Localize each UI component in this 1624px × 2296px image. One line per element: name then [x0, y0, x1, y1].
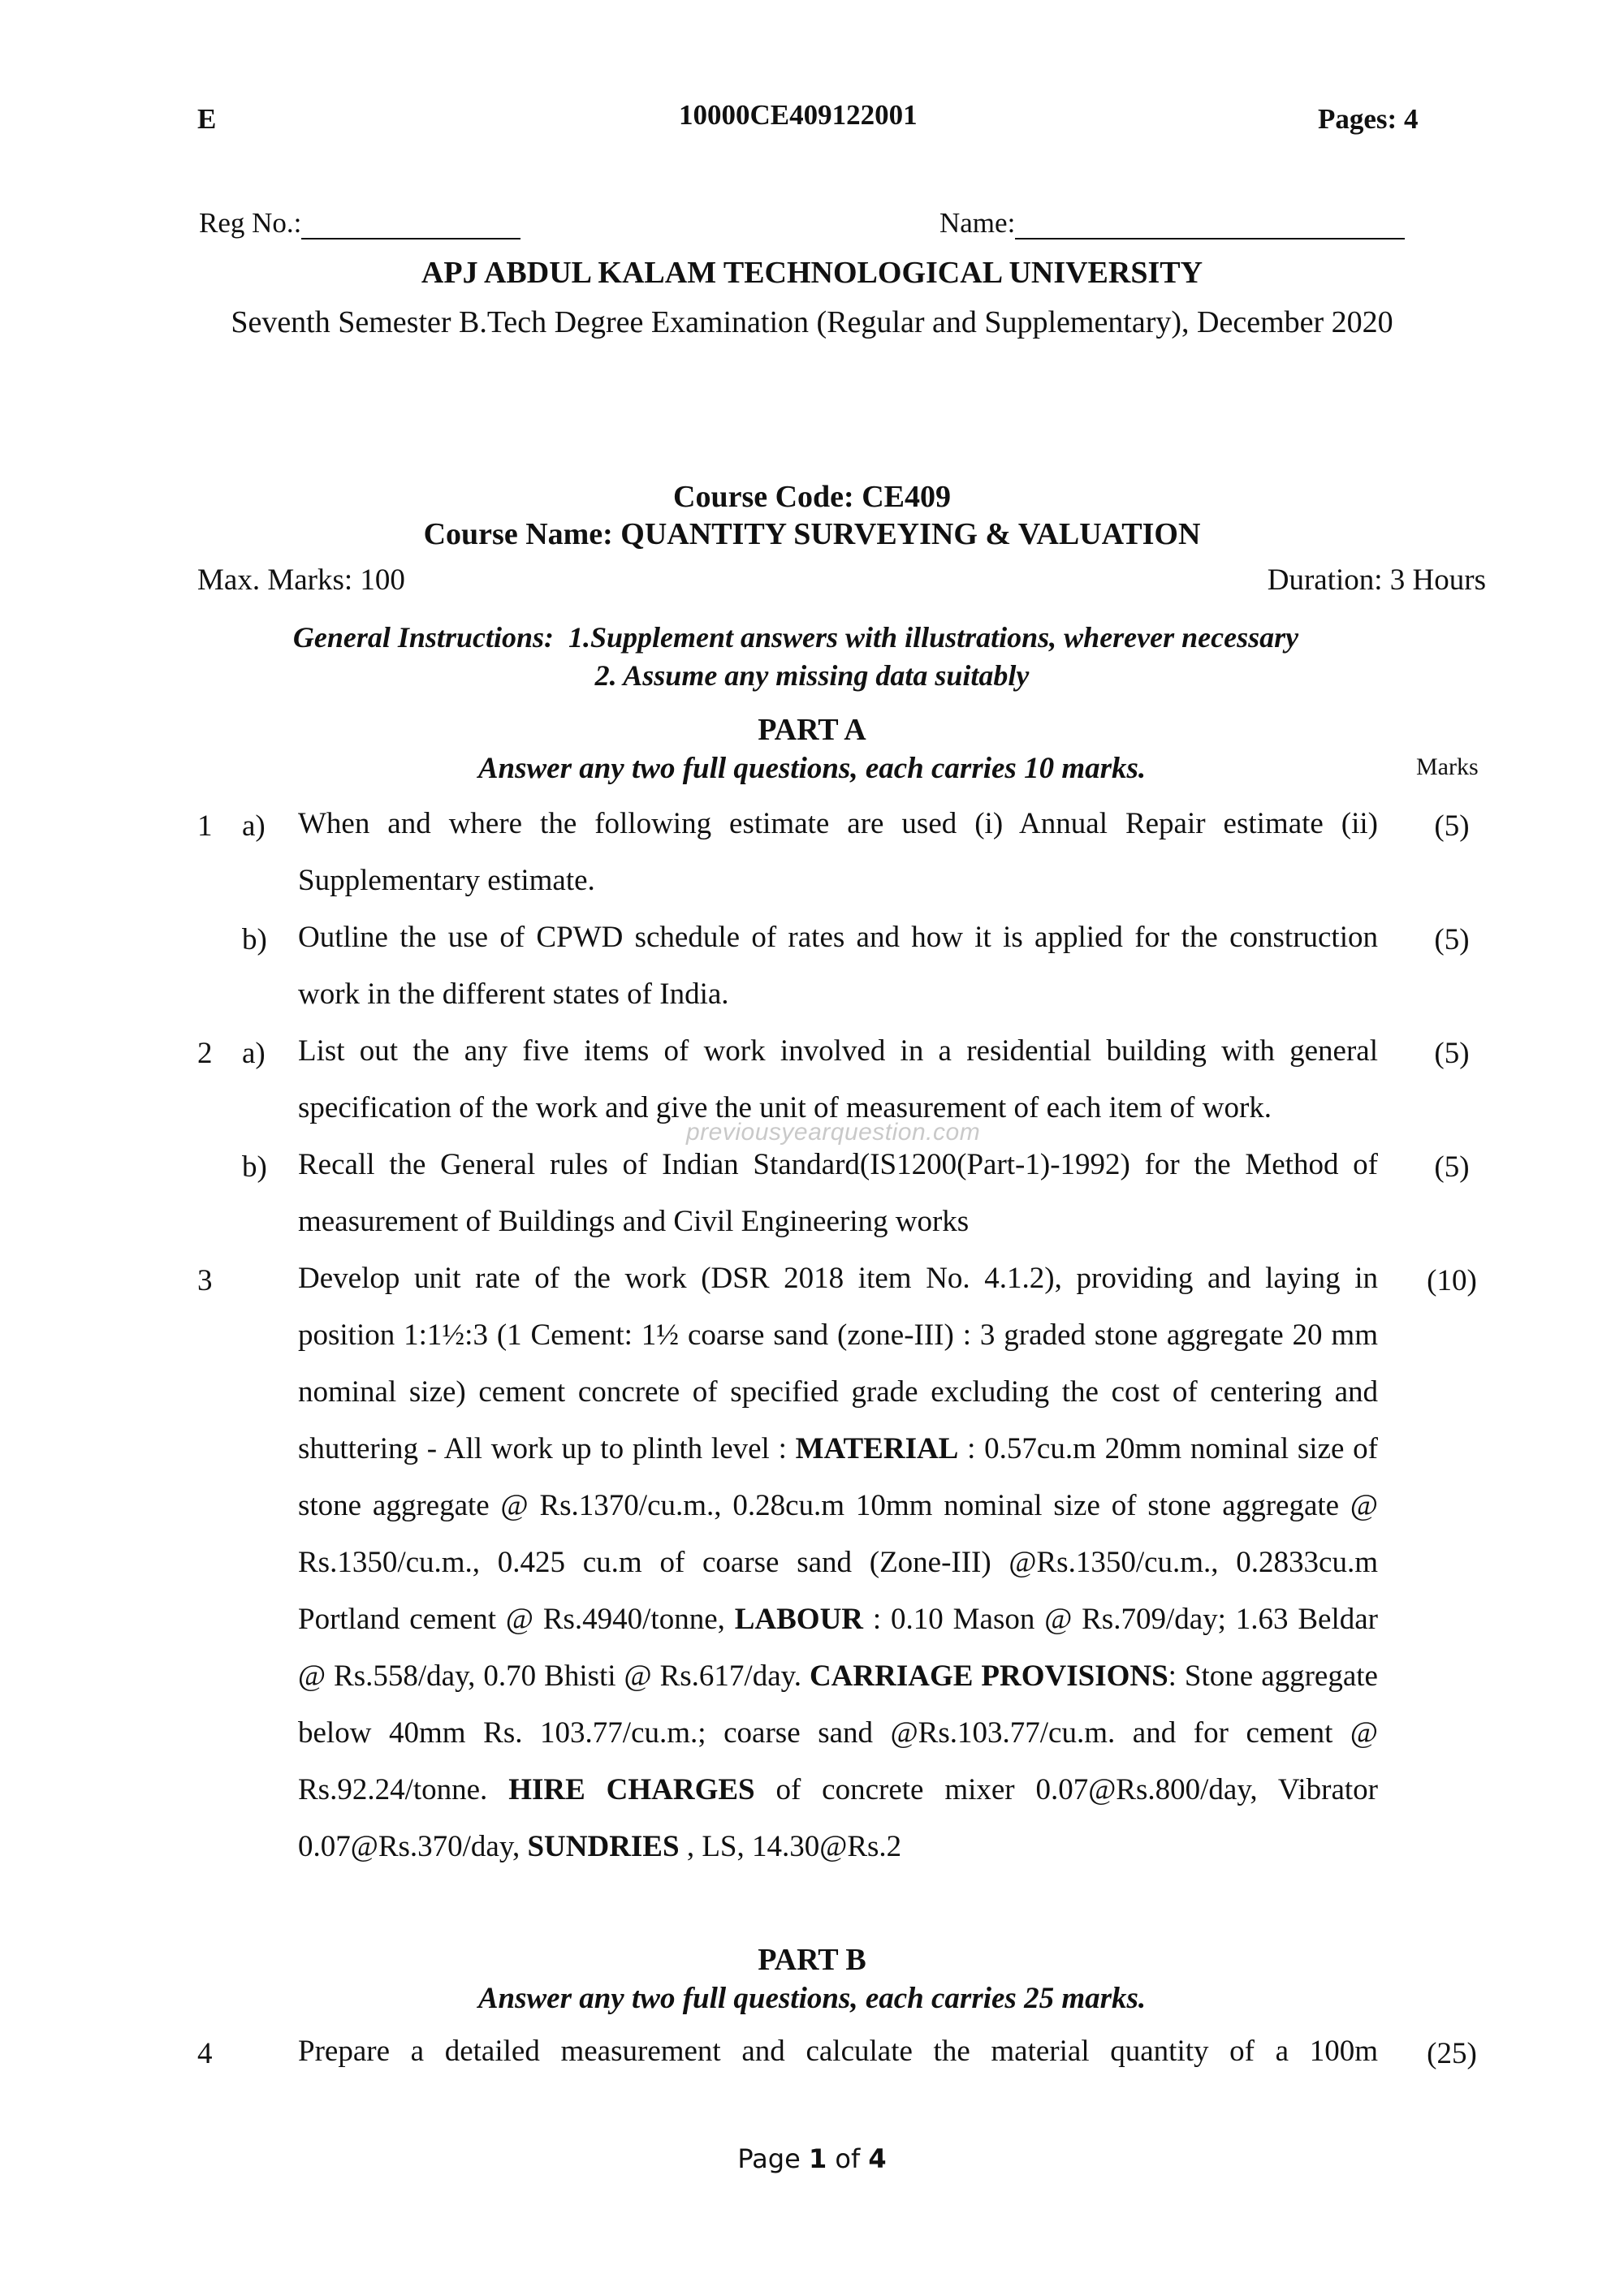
footer-current-page: 1	[808, 2143, 827, 2174]
question-1b-marks: (5)	[1434, 923, 1470, 956]
q3-keyword-sundries: SUNDRIES	[527, 1830, 680, 1863]
q3-keyword-carriage: CARRIAGE PROVISIONS	[809, 1659, 1168, 1693]
reg-no-label: Reg No.:	[199, 207, 302, 239]
header-series-letter: E	[197, 103, 217, 135]
question-1b-text: Outline the use of CPWD schedule of rates and how it is applied for the construction work in the different states of India.	[298, 921, 1378, 1011]
header-paper-code: 10000CE409122001	[679, 99, 918, 131]
question-2b-text: Recall the General rules of Indian Standard(IS1200(Part-1)-1992) for the Method of measurement of Buildings and Civil Engineering works	[298, 1148, 1378, 1238]
reg-no-field	[199, 207, 520, 240]
duration: Duration: 3 Hours	[1267, 563, 1486, 597]
name-field	[939, 207, 1405, 240]
question-number: 4	[197, 2037, 213, 2070]
question-3-text	[298, 1250, 1378, 1875]
instruction-line-1: General Instructions: 1.Supplement answers with illustrations, wherever necessary	[292, 621, 1299, 654]
sub-question-label: a)	[242, 1037, 266, 1070]
marks-column-header: Marks	[1416, 753, 1479, 780]
question-2a-text: List out the any five items of work involved in a residential building with general specification of the work and give the unit of measurement of each item of work.	[298, 1034, 1378, 1124]
question-2a-marks: (5)	[1434, 1037, 1470, 1070]
q3-keyword-material: MATERIAL	[795, 1432, 959, 1465]
footer-total-pages: 4	[868, 2143, 887, 2174]
question-3-marks: (10)	[1427, 1264, 1477, 1297]
sub-question-label: b)	[242, 1150, 267, 1184]
question-number: 3	[197, 1264, 213, 1297]
q3-text-segment: : Stone aggregate below 40mm Rs. 103.77/cu.m.; coarse sand @Rs.103.77/cu.m. and for cement @ Rs.92.24/tonne.	[298, 1659, 1378, 1806]
university-name: APJ ABDUL KALAM TECHNOLOGICAL UNIVERSITY	[421, 256, 1203, 290]
question-2b-marks: (5)	[1434, 1150, 1470, 1184]
q3-keyword-labour: LABOUR	[734, 1603, 864, 1636]
page-footer	[0, 2143, 1624, 2174]
course-code: Course Code: CE409	[673, 480, 951, 514]
header-page-count: Pages: 4	[1318, 103, 1419, 135]
sub-question-label: a)	[242, 809, 266, 843]
q3-text-segment: , LS, 14.30@Rs.2	[679, 1830, 902, 1863]
q3-keyword-hire-charges: HIRE CHARGES	[508, 1773, 755, 1806]
instruction-line-2: 2. Assume any missing data suitably	[594, 659, 1030, 692]
q3-text-segment: : 0.57cu.m 20mm nominal size of stone aggregate @ Rs.1370/cu.m., 0.28cu.m 10mm nominal size of stone aggregate @ Rs.1350/cu.m., 0.425 cu.m of coarse sand (Zone-III) @Rs.1350/cu.m., 0.2833cu.m Portland cement @ Rs.4940/tonne,	[298, 1432, 1378, 1636]
part-b-instructions: Answer any two full questions, each carries 25 marks.	[477, 1982, 1147, 2015]
reg-no-blank	[301, 214, 520, 240]
question-1a-text: When and where the following estimate are used (i) Annual Repair estimate (ii) Supplementary estimate.	[298, 807, 1378, 897]
q3-text-segment: : 0.10 Mason @ Rs.709/day; 1.63 Beldar @ Rs.558/day, 0.70 Bhisti @ Rs.617/day.	[298, 1603, 1378, 1693]
footer-separator: of	[827, 2143, 869, 2174]
part-a-instructions: Answer any two full questions, each carries 10 marks.	[477, 752, 1147, 785]
name-blank	[1015, 214, 1405, 240]
name-label: Name:	[939, 207, 1016, 239]
general-instructions	[0, 620, 1608, 654]
sub-question-label: b)	[242, 923, 267, 956]
part-b-title: PART B	[758, 1943, 866, 1977]
q3-text-segment: of concrete mixer 0.07@Rs.800/day, Vibrator 0.07@Rs.370/day,	[298, 1773, 1378, 1863]
max-marks: Max. Marks: 100	[197, 563, 405, 597]
q3-text-segment: Develop unit rate of the work (DSR 2018 item No. 4.1.2), providing and laying in position 1:1½:3 (1 Cement: 1½ coarse sand (zone-III) : 3 graded stone aggregate 20 mm nominal size) cement concrete of specified grade excluding the cost of centering and shuttering - All work up to plinth level :	[298, 1262, 1378, 1465]
question-4-marks: (25)	[1427, 2037, 1477, 2070]
part-a-title: PART A	[758, 713, 866, 747]
exam-title: Seventh Semester B.Tech Degree Examination (Regular and Supplementary), December 2020	[231, 305, 1393, 339]
watermark-text: previousyearquestion.com	[686, 1119, 981, 1146]
footer-prefix: Page	[737, 2143, 809, 2174]
question-number: 2	[197, 1037, 213, 1070]
question-1a-marks: (5)	[1434, 809, 1470, 843]
question-4-text: Prepare a detailed measurement and calculate the material quantity of a 100m	[298, 2035, 1378, 2068]
question-number: 1	[197, 809, 213, 843]
course-name: Course Name: QUANTITY SURVEYING & VALUATION	[423, 517, 1201, 551]
